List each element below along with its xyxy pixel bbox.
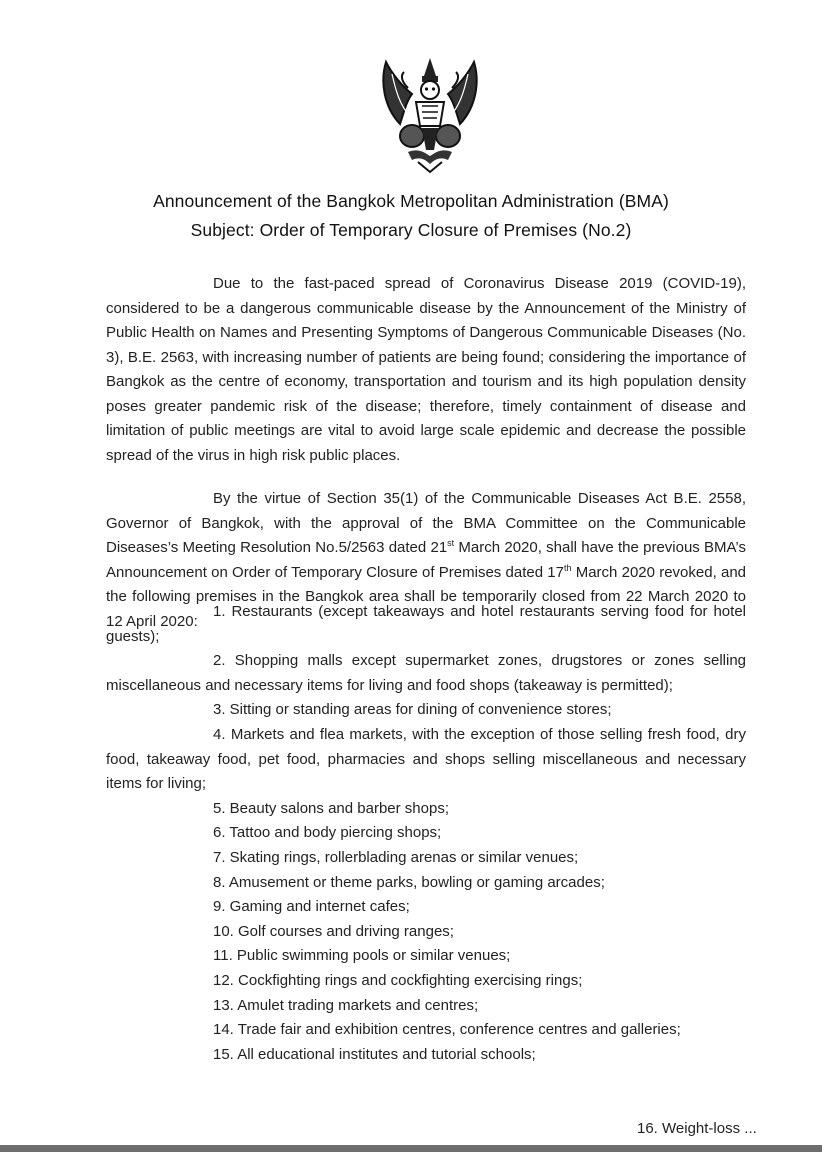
paragraph-authority-part2: March 2020, shall have the previous BMA’s Announcement on Order of Temporary Closure of Premises dated 17	[106, 539, 746, 581]
list-item: 7. Skating rings, rollerblading arenas or similar venues;	[213, 848, 579, 866]
paragraph-intro: Due to the fast-paced spread of Coronavirus Disease 2019 (COVID-19), considered to be a dangerous communicable disease by the Announcement of the Ministry of Public Health on Names and Presenting Symptoms of Dangerous Communicable Diseases (No. 3), B.E. 2563, with increasing number of patients are being found; considering the importance of Bangkok as the centre of economy, transportation and tourism and its high population density poses greater pandemic risk of the disease; therefore, timely containment of disease and limitation of public meetings are vital to avoid large scale epidemic and decrease the possible spread of the virus in high risk public places.	[106, 275, 746, 464]
ordinal-suffix: th	[563, 562, 572, 573]
paragraph-authority-part1: By the virtue of Section 35(1) of the Communicable Diseases Act B.E. 2558, Governor of Bangkok, with the approval of the BMA Committee on the Communicable Diseases’s Meeting Resolution No.5/2563 dated 21	[106, 490, 746, 556]
list-item: 8. Amusement or theme parks, bowling or gaming arcades;	[213, 873, 605, 891]
list-item: 3. Sitting or standing areas for dining of convenience stores;	[213, 701, 612, 719]
continuation-note: 16. Weight-loss ...	[637, 1120, 757, 1137]
paragraph-authority-part3: March 2020 revoked, and the following premises in the Bangkok area shall be temporarily closed from 22 March 2020 to 12 April 2020:	[106, 563, 746, 630]
list-item: 15. All educational institutes and tutorial schools;	[213, 1045, 536, 1063]
list-item: 2. Shopping malls except supermarket zones, drugstores or zones selling miscellaneous and necessary items for living and food shops (takeaway is permitted);	[106, 652, 746, 694]
list-item: 10. Golf courses and driving ranges;	[213, 922, 454, 940]
garuda-emblem-icon	[378, 52, 482, 174]
list-item: 14. Trade fair and exhibition centres, conference centres and galleries;	[213, 1021, 681, 1039]
list-item: 5. Beauty salons and barber shops;	[213, 799, 449, 817]
document-subject: Subject: Order of Temporary Closure of Premises (No.2)	[190, 220, 632, 240]
document-title: Announcement of the Bangkok Metropolitan Administration (BMA)	[153, 191, 669, 211]
list-item: 9. Gaming and internet cafes;	[213, 898, 410, 916]
list-item: 1. Restaurants (except takeaways and hotel restaurants serving food for hotel guests);	[106, 603, 746, 645]
ordinal-suffix: st	[447, 538, 455, 548]
bottom-border	[0, 1145, 822, 1152]
list-item: 13. Amulet trading markets and centres;	[213, 996, 479, 1014]
premises-list	[106, 600, 746, 1067]
list-item: 6. Tattoo and body piercing shops;	[213, 824, 442, 842]
list-item: 4. Markets and flea markets, with the exception of those selling fresh food, dry food, takeaway food, pet food, pharmacies and shops selling miscellaneous and necessary items for living;	[106, 725, 746, 793]
list-item: 12. Cockfighting rings and cockfighting exercising rings;	[213, 971, 583, 989]
list-item: 11. Public swimming pools or similar venues;	[213, 947, 511, 965]
